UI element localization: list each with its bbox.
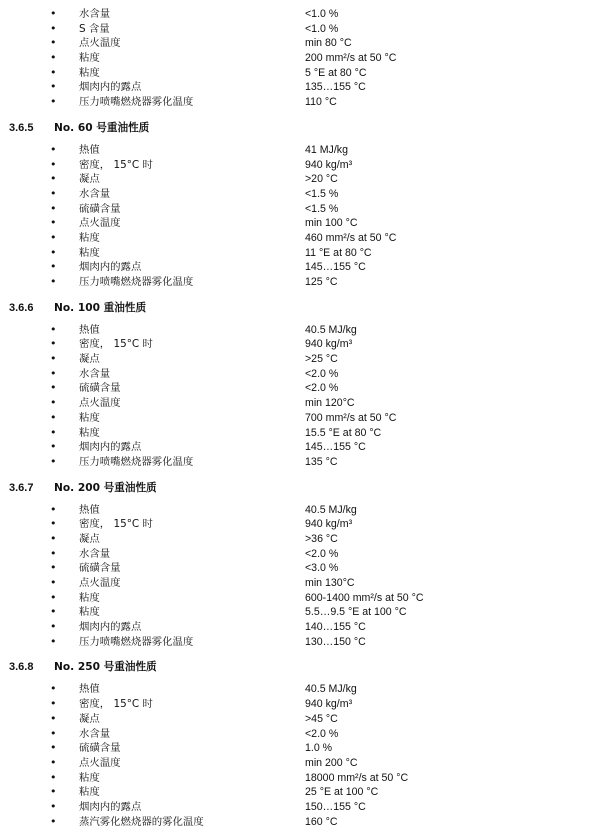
property-label: 烟肉内的露点 (79, 441, 142, 454)
property-row (0, 158, 615, 173)
property-row (0, 337, 615, 352)
bullet-icon: • (50, 36, 57, 50)
property-row (0, 172, 615, 187)
bullet-icon: • (50, 605, 57, 619)
property-value: 600-1400 mm²/s at 50 °C (305, 591, 424, 604)
property-label: 压力喷嘴燃烧器雾化温度 (79, 635, 194, 648)
property-value: 1.0 % (305, 742, 333, 755)
property-row (0, 22, 615, 37)
property-row (0, 80, 615, 95)
property-label: 水含量 (79, 727, 111, 740)
section-title: No. 200 号重油性质 (54, 481, 157, 494)
property-label: 粘度 (79, 246, 100, 259)
property-value: 160 °C (305, 815, 338, 828)
property-value: 11 °E at 80 °C (305, 246, 372, 259)
property-label: 密度， 15°C 时 (79, 338, 153, 351)
property-value: min 80 °C (305, 37, 352, 50)
bullet-icon: • (50, 502, 57, 516)
document-page (0, 7, 615, 829)
property-label: 密度， 15°C 时 (79, 698, 153, 711)
property-row (0, 381, 615, 396)
property-row (0, 216, 615, 231)
property-value: >36 °C (305, 532, 338, 545)
property-label: 粘度 (79, 426, 100, 439)
section-3-6-7 (0, 470, 615, 650)
property-label: 点火温度 (79, 397, 121, 410)
property-row (0, 455, 615, 470)
property-label: 粘度 (79, 66, 100, 79)
property-row (0, 756, 615, 771)
property-label: 烟肉内的露点 (79, 800, 142, 813)
property-label: 水含量 (79, 367, 111, 380)
property-row (0, 352, 615, 367)
intro-property-list (0, 7, 615, 110)
property-row (0, 36, 615, 51)
property-label: 硫磺含量 (79, 382, 121, 395)
property-value: 145…155 °C (305, 441, 366, 454)
property-label: S 含量 (79, 22, 110, 35)
property-label: 压力喷嘴燃烧器雾化温度 (79, 276, 194, 288)
property-row (0, 620, 615, 635)
property-label: 点火温度 (79, 756, 121, 769)
property-value: <3.0 % (305, 562, 339, 575)
property-value: 135…155 °C (305, 81, 366, 94)
property-value: <1.5 % (305, 202, 339, 215)
property-value: min 100 °C (305, 217, 358, 230)
bullet-icon: • (50, 230, 57, 244)
property-value: 41 MJ/kg (305, 143, 348, 156)
property-value: min 130°C (305, 577, 355, 589)
bullet-icon: • (50, 517, 57, 531)
bullet-icon: • (50, 531, 57, 545)
bullet-icon: • (50, 322, 57, 336)
property-row (0, 561, 615, 576)
bullet-icon: • (50, 352, 57, 366)
property-value: 40.5 MJ/kg (305, 323, 357, 336)
property-value: >20 °C (305, 173, 338, 186)
property-value: 145…155 °C (305, 261, 366, 274)
property-row (0, 815, 615, 830)
property-row (0, 532, 615, 547)
property-row (0, 503, 615, 518)
property-row (0, 51, 615, 66)
property-value: 150…155 °C (305, 800, 366, 813)
section-number: 3.6.6 (9, 301, 34, 314)
bullet-icon: • (50, 561, 57, 575)
property-label: 密度， 15°C 时 (79, 158, 153, 171)
property-row (0, 7, 615, 22)
property-value: 40.5 MJ/kg (305, 683, 357, 696)
bullet-icon: • (50, 7, 57, 20)
property-value: 940 kg/m³ (305, 338, 353, 351)
property-row (0, 143, 615, 158)
property-row (0, 605, 615, 620)
property-row (0, 187, 615, 202)
property-label: 粘度 (79, 786, 100, 799)
property-value: 15.5 °E at 80 °C (305, 426, 382, 439)
property-value: <1.0 % (305, 8, 339, 20)
property-value: min 120°C (305, 397, 355, 410)
property-row (0, 635, 615, 650)
bullet-icon: • (50, 454, 57, 468)
bullet-icon: • (50, 51, 57, 65)
property-row (0, 426, 615, 441)
bullet-icon: • (50, 157, 57, 171)
property-label: 点火温度 (79, 37, 121, 50)
section-heading (0, 480, 615, 496)
property-label: 热值 (79, 143, 100, 156)
property-label: 粘度 (79, 606, 100, 619)
sections-container (0, 110, 615, 830)
bullet-icon: • (50, 275, 57, 288)
property-value: 5 °E at 80 °C (305, 66, 367, 79)
property-row (0, 260, 615, 275)
property-label: 压力喷嘴燃烧器雾化温度 (79, 455, 194, 468)
bullet-icon: • (50, 186, 57, 200)
property-label: 热值 (79, 503, 100, 516)
property-label: 密度， 15°C 时 (79, 518, 153, 531)
section-3-6-6 (0, 290, 615, 470)
bullet-icon: • (50, 576, 57, 589)
bullet-icon: • (50, 95, 57, 109)
property-label: 蒸汽雾化燃烧器的雾化温度 (79, 815, 204, 828)
bullet-icon: • (50, 260, 57, 274)
property-label: 硫磺含量 (79, 562, 121, 575)
property-label: 凝点 (79, 173, 100, 186)
property-row (0, 202, 615, 217)
bullet-icon: • (50, 21, 57, 35)
property-row (0, 231, 615, 246)
bullet-icon: • (50, 245, 57, 259)
section-3-6-5 (0, 110, 615, 290)
bullet-icon: • (50, 381, 57, 395)
bullet-icon: • (50, 799, 57, 813)
section-heading (0, 659, 615, 675)
property-label: 硫磺含量 (79, 202, 121, 215)
property-label: 粘度 (79, 591, 100, 604)
bullet-icon: • (50, 755, 57, 769)
bullet-icon: • (50, 785, 57, 799)
bullet-icon: • (50, 396, 57, 410)
property-value: 40.5 MJ/kg (305, 503, 357, 516)
property-value: <2.0 % (305, 382, 339, 395)
bullet-icon: • (50, 741, 57, 755)
property-row (0, 727, 615, 742)
property-value: <1.0 % (305, 22, 339, 35)
property-value: 125 °C (305, 276, 338, 288)
property-value: <1.5 % (305, 187, 339, 200)
property-row (0, 367, 615, 382)
property-label: 水含量 (79, 8, 111, 20)
property-row (0, 66, 615, 81)
property-label: 粘度 (79, 411, 100, 424)
property-row (0, 95, 615, 110)
property-value: 130…150 °C (305, 635, 366, 648)
property-label: 硫磺含量 (79, 742, 121, 755)
property-row (0, 800, 615, 815)
property-label: 粘度 (79, 52, 100, 65)
bullet-icon: • (50, 216, 57, 230)
property-label: 水含量 (79, 187, 111, 200)
property-row (0, 275, 615, 290)
property-value: 200 mm²/s at 50 °C (305, 52, 397, 65)
bullet-icon: • (50, 814, 57, 828)
property-row (0, 576, 615, 591)
bullet-icon: • (50, 80, 57, 94)
section-number: 3.6.7 (9, 481, 34, 494)
bullet-icon: • (50, 697, 57, 711)
bullet-icon: • (50, 726, 57, 740)
property-value: 25 °E at 100 °C (305, 786, 379, 799)
property-value: 940 kg/m³ (305, 518, 353, 531)
bullet-icon: • (50, 440, 57, 454)
property-row (0, 396, 615, 411)
property-row (0, 547, 615, 562)
property-label: 点火温度 (79, 217, 121, 230)
property-value: 135 °C (305, 455, 338, 468)
property-label: 凝点 (79, 532, 100, 545)
bullet-icon: • (50, 425, 57, 439)
property-label: 点火温度 (79, 577, 121, 589)
property-row (0, 682, 615, 697)
section-number: 3.6.5 (9, 121, 34, 134)
property-label: 热值 (79, 323, 100, 336)
bullet-icon: • (50, 142, 57, 156)
property-value: 110 °C (305, 96, 337, 109)
property-row (0, 440, 615, 455)
property-row (0, 517, 615, 532)
property-row (0, 591, 615, 606)
section-heading (0, 300, 615, 316)
property-value: 940 kg/m³ (305, 698, 353, 711)
property-label: 粘度 (79, 231, 100, 244)
property-value: <2.0 % (305, 367, 339, 380)
property-value: 18000 mm²/s at 50 °C (305, 771, 409, 784)
property-row (0, 246, 615, 261)
property-row (0, 323, 615, 338)
bullet-icon: • (50, 682, 57, 696)
property-value: <2.0 % (305, 727, 339, 740)
bullet-icon: • (50, 634, 57, 648)
property-row (0, 741, 615, 756)
bullet-icon: • (50, 366, 57, 380)
property-label: 水含量 (79, 547, 111, 560)
section-heading (0, 120, 615, 136)
property-value: min 200 °C (305, 756, 358, 769)
property-value: 460 mm²/s at 50 °C (305, 231, 397, 244)
property-label: 粘度 (79, 771, 100, 784)
bullet-icon: • (50, 172, 57, 186)
property-label: 烟肉内的露点 (79, 621, 142, 634)
property-row (0, 697, 615, 712)
bullet-icon: • (50, 546, 57, 560)
property-value: >45 °C (305, 712, 338, 725)
property-label: 烟肉内的露点 (79, 261, 142, 274)
bullet-icon: • (50, 620, 57, 634)
property-row (0, 712, 615, 727)
bullet-icon: • (50, 590, 57, 604)
property-value: 700 mm²/s at 50 °C (305, 411, 397, 424)
section-title: No. 100 重油性质 (54, 301, 147, 314)
bullet-icon: • (50, 410, 57, 424)
bullet-icon: • (50, 337, 57, 351)
property-label: 凝点 (79, 712, 100, 725)
property-label: 压力喷嘴燃烧器雾化温度 (79, 96, 194, 109)
property-label: 热值 (79, 683, 100, 696)
property-value: 5.5…9.5 °E at 100 °C (305, 606, 407, 619)
property-value: 140…155 °C (305, 621, 366, 634)
section-title: No. 250 号重油性质 (54, 661, 157, 674)
property-value: 940 kg/m³ (305, 158, 353, 171)
bullet-icon: • (50, 201, 57, 215)
bullet-icon: • (50, 770, 57, 784)
property-value: >25 °C (305, 353, 338, 366)
bullet-icon: • (50, 711, 57, 725)
section-number: 3.6.8 (9, 661, 34, 674)
property-row (0, 771, 615, 786)
property-label: 凝点 (79, 353, 100, 366)
property-row (0, 785, 615, 800)
bullet-icon: • (50, 65, 57, 79)
section-title: No. 60 号重油性质 (54, 121, 150, 134)
property-label: 烟肉内的露点 (79, 81, 142, 94)
section-3-6-8 (0, 649, 615, 829)
property-row (0, 411, 615, 426)
property-value: <2.0 % (305, 547, 339, 560)
